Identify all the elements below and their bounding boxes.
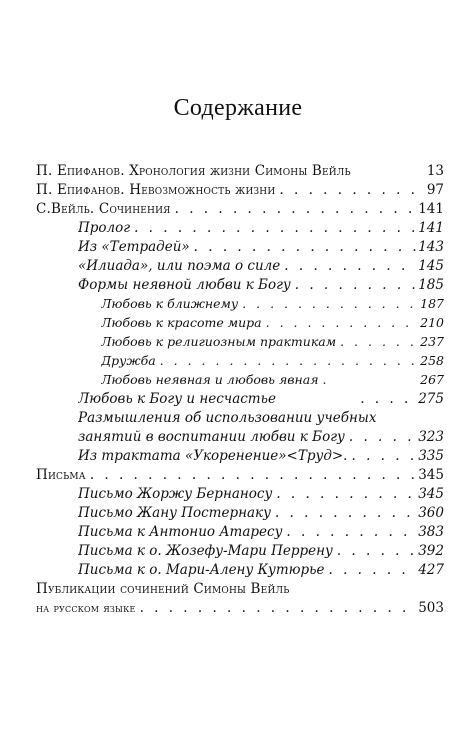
dot-leader (337, 542, 416, 560)
toc-entry-page: 97 (426, 182, 444, 198)
toc-entry[interactable] (78, 390, 444, 408)
dot-leader (286, 523, 416, 541)
toc-entry-page: 345 (418, 486, 444, 502)
dot-leader (349, 428, 416, 446)
toc-entry-title: Письма к Антонио Атаресу (78, 524, 283, 540)
toc-entry-title: Дружба (101, 353, 156, 368)
dot-leader (266, 314, 419, 332)
toc-entry-page: 427 (418, 562, 444, 578)
dot-leader (284, 257, 416, 275)
toc-entry-title: Письма к о. Жозефу-Мари Перрену (78, 543, 333, 559)
dot-leader (90, 466, 416, 484)
toc-entry[interactable] (36, 200, 444, 218)
toc-entry[interactable] (101, 295, 444, 313)
toc-entry-page: 141 (418, 220, 444, 236)
toc-entry-title: Письмо Жоржу Бернаносу (78, 486, 273, 502)
toc-entry-page: 323 (418, 429, 444, 445)
toc-entry-title: Любовь к Богу и несчастье (78, 391, 276, 407)
toc-entry[interactable] (78, 447, 444, 465)
toc-entry-page: 503 (418, 600, 444, 616)
toc-entry[interactable] (78, 523, 444, 541)
toc-entry-title: Любовь к красоте мира (101, 315, 262, 330)
toc-entry[interactable] (78, 409, 444, 427)
dot-leader (242, 295, 418, 313)
toc-entry[interactable] (36, 162, 444, 180)
toc-entry-page: 237 (420, 334, 444, 349)
toc-entry[interactable] (78, 276, 444, 294)
toc-entry[interactable] (78, 561, 444, 579)
toc-entry[interactable] (78, 485, 444, 503)
toc-entry-page: 267 (420, 372, 444, 387)
dot-leader (360, 390, 416, 408)
toc-entry[interactable] (78, 428, 444, 446)
toc-entry-page: 392 (418, 543, 444, 559)
toc-entry-page: 13 (426, 163, 444, 179)
toc-entry[interactable] (78, 238, 444, 256)
toc-entry[interactable] (78, 219, 444, 237)
toc-entry-title: Любовь к ближнему (101, 296, 239, 311)
toc-entry-page: 275 (418, 391, 444, 407)
dot-leader (295, 276, 416, 294)
toc-entry-title: Из трактата «Укоренение»<Труд>. (78, 448, 348, 464)
toc-entry-title: С.Вейль. Сочинения (36, 201, 171, 217)
toc-entry-title: Пролог (78, 220, 131, 236)
dot-leader (279, 181, 420, 199)
toc-entry-page: 335 (418, 448, 444, 464)
toc-entry-page: 141 (418, 201, 444, 217)
toc-entry-title: «Илиада», или поэма о силе (78, 258, 281, 274)
dot-leader (175, 200, 417, 218)
toc-entry-title: Любовь к религиозным практикам (101, 334, 337, 349)
toc-entry-title: Размышления об использовании учебных (78, 410, 377, 426)
dot-leader (194, 238, 417, 256)
toc-entry-title: Любовь неявная и любовь явная . (101, 372, 327, 387)
toc-entry-title: Письмо Жану Постернаку (78, 505, 271, 521)
toc-entry-title: занятий в воспитании любви к Богу (78, 429, 345, 445)
toc-entry-page: 258 (420, 353, 444, 368)
toc-entry-page: 345 (418, 467, 444, 483)
toc-entry[interactable] (36, 181, 444, 199)
dot-leader (340, 333, 418, 351)
toc-entry[interactable] (78, 257, 444, 275)
dot-leader (134, 219, 416, 237)
dot-leader (329, 561, 417, 579)
toc-entry[interactable] (78, 504, 444, 522)
page-title: Содержание (173, 95, 303, 121)
toc-entry[interactable] (101, 371, 444, 389)
dot-leader (276, 485, 416, 503)
toc-entry[interactable] (36, 466, 444, 484)
toc-entry-page: 210 (420, 315, 444, 330)
toc-entry-page: 187 (420, 296, 444, 311)
toc-entry[interactable] (78, 542, 444, 560)
toc-entry-page: 360 (418, 505, 444, 521)
dot-leader (275, 504, 416, 522)
toc-entry-title: Письма (36, 467, 86, 483)
toc-entry[interactable] (101, 314, 444, 332)
toc-entry-title: Формы неявной любви к Богу (78, 277, 291, 293)
dot-leader (160, 352, 418, 370)
toc-entry-title: Публикации сочинений Симоны Вейль (36, 581, 290, 597)
toc-entry-page: 145 (418, 258, 444, 274)
toc-entry[interactable] (36, 580, 444, 598)
toc-entry[interactable] (101, 333, 444, 351)
toc-entry-title: на русском языке (36, 601, 136, 615)
toc-entry-page: 185 (418, 277, 444, 293)
dot-leader (140, 599, 417, 617)
toc-entry-page: 143 (418, 239, 444, 255)
toc-entry-title: Письма к о. Мари-Алену Кутюрье (78, 562, 325, 578)
toc-entry-title: Из «Тетрадей» (78, 239, 190, 255)
dot-leader (351, 447, 416, 465)
toc-entry-title: П. Епифанов. Невозможность жизни (36, 182, 276, 198)
toc-entry-title: П. Епифанов. Хронология жизни Симоны Вейль (36, 163, 351, 179)
toc-entry[interactable] (36, 599, 444, 617)
toc-entry-page: 383 (418, 524, 444, 540)
toc-entry[interactable] (101, 352, 444, 370)
